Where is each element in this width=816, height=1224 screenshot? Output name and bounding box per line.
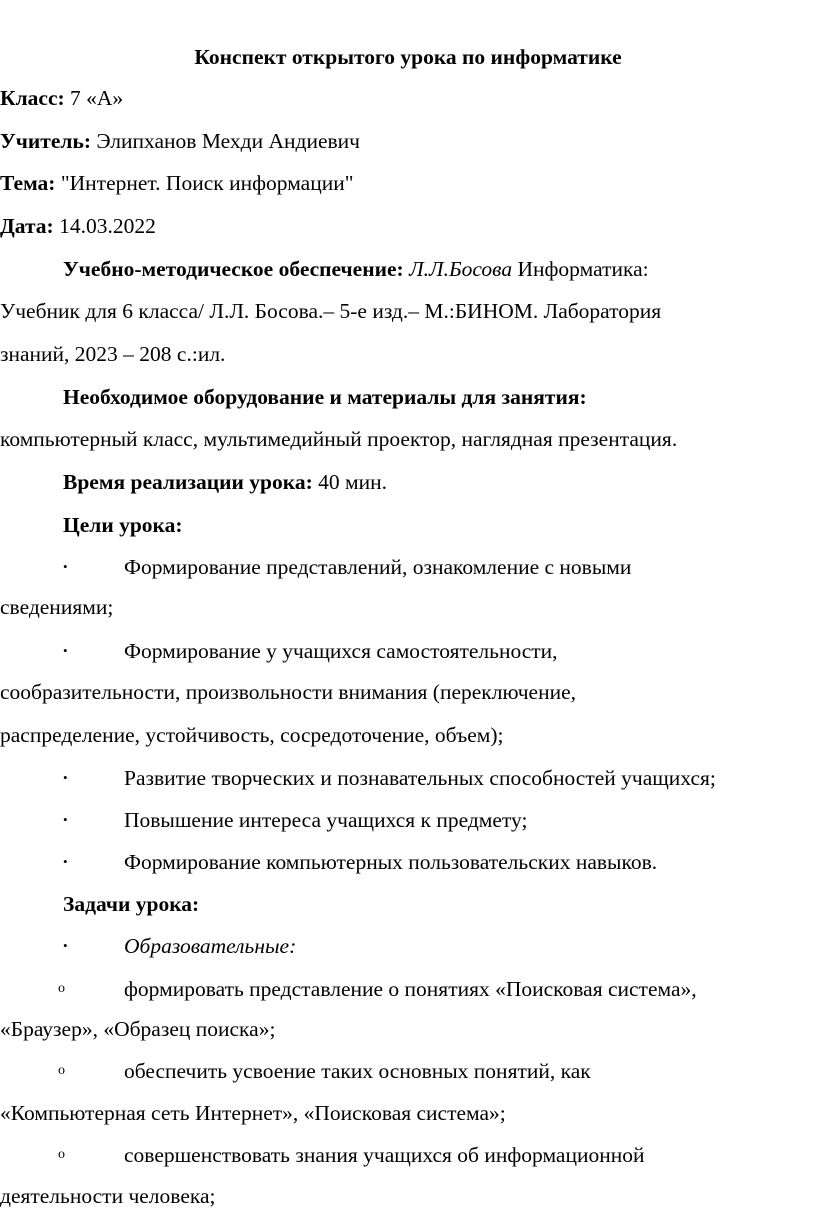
sub-bullet-marker: o — [58, 1063, 65, 1078]
goal-item-4: Повышение интереса учащихся к предмету; — [124, 808, 528, 832]
tasks-category-educational: Образовательные: — [124, 934, 297, 958]
page-title: Конспект открытого урока по информатике — [194, 45, 622, 69]
goal-item-1-line-1: Формирование представлений, ознакомление с новыми — [124, 555, 632, 579]
task-item-1-line-2: «Браузер», «Образец поиска»; — [0, 1017, 276, 1041]
task-item-2-line-2: «Компьютерная сеть Интернет», «Поисковая система»; — [0, 1101, 506, 1125]
topic-line — [0, 169, 354, 197]
class-line — [0, 84, 123, 112]
methodical-author: Л.Л.Босова — [403, 257, 513, 281]
goals-heading: Цели урока: — [63, 513, 183, 537]
goal-item-5: Формирование компьютерных пользовательских навыков. — [124, 850, 658, 874]
class-label: Класс: — [0, 86, 65, 110]
methodical-label: Учебно-методическое обеспечение: — [63, 257, 404, 281]
bullet-marker: • — [63, 854, 68, 869]
duration-value: 40 мин. — [312, 470, 387, 494]
date-line — [0, 212, 156, 240]
class-value: 7 «А» — [64, 86, 124, 110]
teacher-line — [0, 127, 360, 155]
goal-item-2-line-2: сообразительности, произвольности внимания (переключение, — [0, 680, 576, 704]
tasks-heading: Задачи урока: — [63, 892, 200, 916]
bullet-marker: • — [63, 770, 68, 785]
methodical-title: Информатика: — [512, 257, 649, 281]
equipment-value: компьютерный класс, мультимедийный проектор, наглядная презентация. — [0, 427, 678, 451]
methodical-line-1 — [63, 255, 649, 283]
task-item-1-line-1: формировать представление о понятиях «Поисковая система», — [124, 977, 697, 1001]
goal-item-2-line-1: Формирование у учащихся самостоятельности, — [124, 639, 558, 663]
task-item-3-line-1: совершенствовать знания учащихся об информационной — [124, 1143, 645, 1167]
goal-item-3: Развитие творческих и познавательных способностей учащихся; — [124, 766, 716, 790]
date-value: 14.03.2022 — [53, 214, 156, 238]
topic-value: "Интернет. Поиск информации" — [55, 171, 354, 195]
task-item-3-line-2: деятельности человека; — [0, 1184, 216, 1208]
task-item-2-line-1: обеспечить усвоение таких основных понятий, как — [124, 1059, 591, 1083]
bullet-marker: • — [63, 559, 68, 574]
bullet-marker: • — [63, 643, 68, 658]
equipment-label: Необходимое оборудование и материалы для занятия: — [63, 385, 587, 409]
bullet-marker: • — [63, 938, 68, 953]
methodical-line-2: Учебник для 6 класса/ Л.Л. Босова.– 5-е изд.– М.:БИНОМ. Лаборатория — [0, 299, 662, 323]
goal-item-2-line-3: распределение, устойчивость, сосредоточение, объем); — [0, 723, 504, 747]
bullet-marker: • — [63, 812, 68, 827]
duration-label: Время реализации урока: — [63, 470, 313, 494]
goal-item-1-line-2: сведениями; — [0, 595, 114, 619]
duration-line — [63, 468, 387, 496]
sub-bullet-marker: o — [58, 981, 65, 996]
topic-label: Тема: — [0, 171, 56, 195]
methodical-line-3: знаний, 2023 – 208 с.:ил. — [0, 342, 226, 366]
sub-bullet-marker: o — [58, 1147, 65, 1162]
teacher-value: Элипханов Мехди Андиевич — [91, 129, 360, 153]
date-label: Дата: — [0, 214, 54, 238]
teacher-label: Учитель: — [0, 129, 91, 153]
